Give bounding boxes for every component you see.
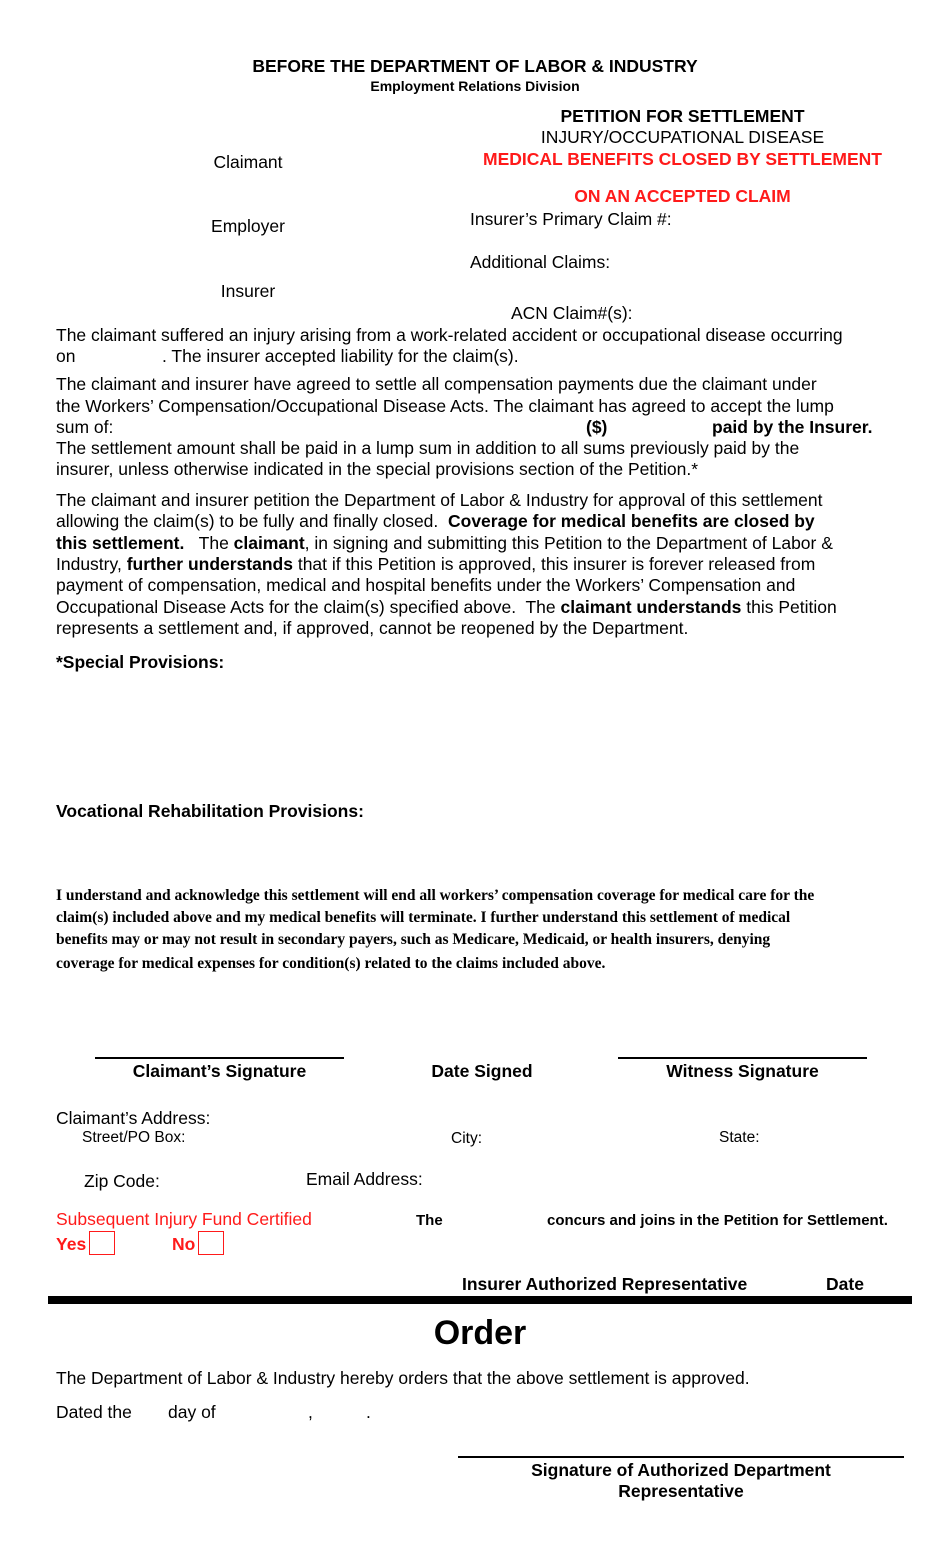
acknowledge-line4: coverage for medical expenses for condition(s) related to the claims included above.	[56, 955, 606, 972]
fund-yes-checkbox[interactable]	[89, 1231, 115, 1255]
acknowledge-line2: claim(s) included above and my medical benefits will terminate. I further understand this settlement of medical	[56, 909, 791, 926]
petition-line4: Industry, further understands that if this Petition is approved, this insurer is forever released from	[56, 554, 816, 574]
subsequent-injury-fund-label: Subsequent Injury Fund Certified	[56, 1209, 312, 1229]
acknowledge-line1: I understand and acknowledge this settlement will end all workers’ compensation coverage for medical care for the	[56, 887, 815, 904]
division-heading: Employment Relations Division	[370, 78, 580, 94]
acknowledge-line3: benefits may or may not result in secondary payers, such as Medicare, Medicaid, or health insurers, denying	[56, 931, 771, 948]
department-representative-label: Representative	[618, 1481, 744, 1501]
acn-claim-label: ACN Claim#(s):	[511, 303, 633, 323]
accepted-claim-title: ON AN ACCEPTED CLAIM	[574, 186, 791, 206]
day-of-label: day of	[168, 1402, 216, 1422]
witness-signature-line[interactable]	[618, 1057, 867, 1059]
paid-by-insurer-label: paid by the Insurer.	[712, 417, 873, 437]
medical-closed-title: MEDICAL BENEFITS CLOSED BY SETTLEMENT	[483, 149, 882, 169]
claimant-label: Claimant	[213, 152, 283, 172]
petition-line3: this settlement. The claimant, in signing and submitting this Petition to the Department of Labor &	[56, 533, 833, 553]
date-comma: ,	[308, 1402, 313, 1422]
order-title: Order	[433, 1314, 527, 1352]
petition-line5: payment of compensation, medical and hospital benefits under the Workers’ Compensation and	[56, 575, 796, 595]
injury-statement-line2: . The insurer accepted liability for the claim(s).	[162, 346, 519, 366]
insurer-representative-label: Insurer Authorized Representative	[462, 1274, 748, 1294]
dated-the-label: Dated the	[56, 1402, 132, 1422]
order-divider	[48, 1296, 912, 1304]
special-provisions-heading: *Special Provisions:	[56, 652, 225, 672]
petition-line6: Occupational Disease Acts for the claim(s) specified above. The claimant understands this Petition	[56, 597, 837, 617]
vocational-provisions-heading: Vocational Rehabilitation Provisions:	[56, 801, 364, 821]
fund-yes-label: Yes	[56, 1234, 87, 1254]
settlement-line1: The claimant and insurer have agreed to settle all compensation payments due the claimant under	[56, 374, 817, 394]
claimant-signature-label: Claimant’s Signature	[132, 1061, 307, 1081]
email-address-label: Email Address:	[306, 1169, 423, 1189]
insurer-date-label: Date	[826, 1274, 864, 1294]
injury-on-label: on	[56, 346, 76, 366]
petition-subtitle: INJURY/OCCUPATIONAL DISEASE	[540, 127, 825, 147]
date-period: .	[366, 1402, 371, 1422]
claimant-signature-line[interactable]	[95, 1057, 344, 1059]
claimant-address-heading: Claimant’s Address:	[56, 1108, 211, 1128]
insurer-label: Insurer	[220, 281, 276, 301]
primary-claim-label: Insurer’s Primary Claim #:	[470, 209, 672, 229]
settlement-line5: insurer, unless otherwise indicated in the special provisions section of the Petition.*	[56, 459, 699, 479]
settlement-line2: the Workers’ Compensation/Occupational Disease Acts. The claimant has agreed to accept the lump	[56, 396, 834, 416]
petition-line7: represents a settlement and, if approved, cannot be reopened by the Department.	[56, 618, 689, 638]
employer-label: Employer	[211, 216, 285, 236]
department-signature-line[interactable]	[458, 1456, 904, 1458]
zip-code-label: Zip Code:	[84, 1171, 160, 1191]
settlement-line4: The settlement amount shall be paid in a lump sum in addition to all sums previously paid by the	[56, 438, 800, 458]
order-statement: The Department of Labor & Industry hereby orders that the above settlement is approved.	[56, 1368, 750, 1388]
petition-title: PETITION FOR SETTLEMENT	[560, 106, 805, 126]
street-label: Street/PO Box:	[82, 1129, 186, 1146]
fund-no-label: No	[172, 1234, 196, 1254]
the-label: The	[416, 1212, 443, 1229]
petition-line1: The claimant and insurer petition the Department of Labor & Industry for approval of this settlement	[56, 490, 823, 510]
date-signed-label: Date Signed	[431, 1061, 533, 1081]
fund-no-option[interactable]	[172, 1231, 224, 1255]
fund-yes-option[interactable]	[56, 1231, 115, 1255]
additional-claims-label: Additional Claims:	[470, 252, 611, 272]
department-signature-label: Signature of Authorized Department	[531, 1460, 831, 1480]
concurs-statement: concurs and joins in the Petition for Settlement.	[547, 1212, 888, 1229]
city-label: City:	[451, 1130, 482, 1147]
injury-statement-line1: The claimant suffered an injury arising from a work-related accident or occupational disease occurring	[56, 325, 843, 345]
witness-signature-label: Witness Signature	[666, 1061, 819, 1081]
dollar-label: ($)	[586, 417, 608, 437]
state-label: State:	[719, 1129, 760, 1146]
petition-line2: allowing the claim(s) to be fully and finally closed. Coverage for medical benefits are closed by	[56, 511, 815, 531]
sum-of-label: sum of:	[56, 417, 114, 437]
fund-no-checkbox[interactable]	[198, 1231, 224, 1255]
department-heading: BEFORE THE DEPARTMENT OF LABOR & INDUSTRY	[252, 56, 698, 76]
